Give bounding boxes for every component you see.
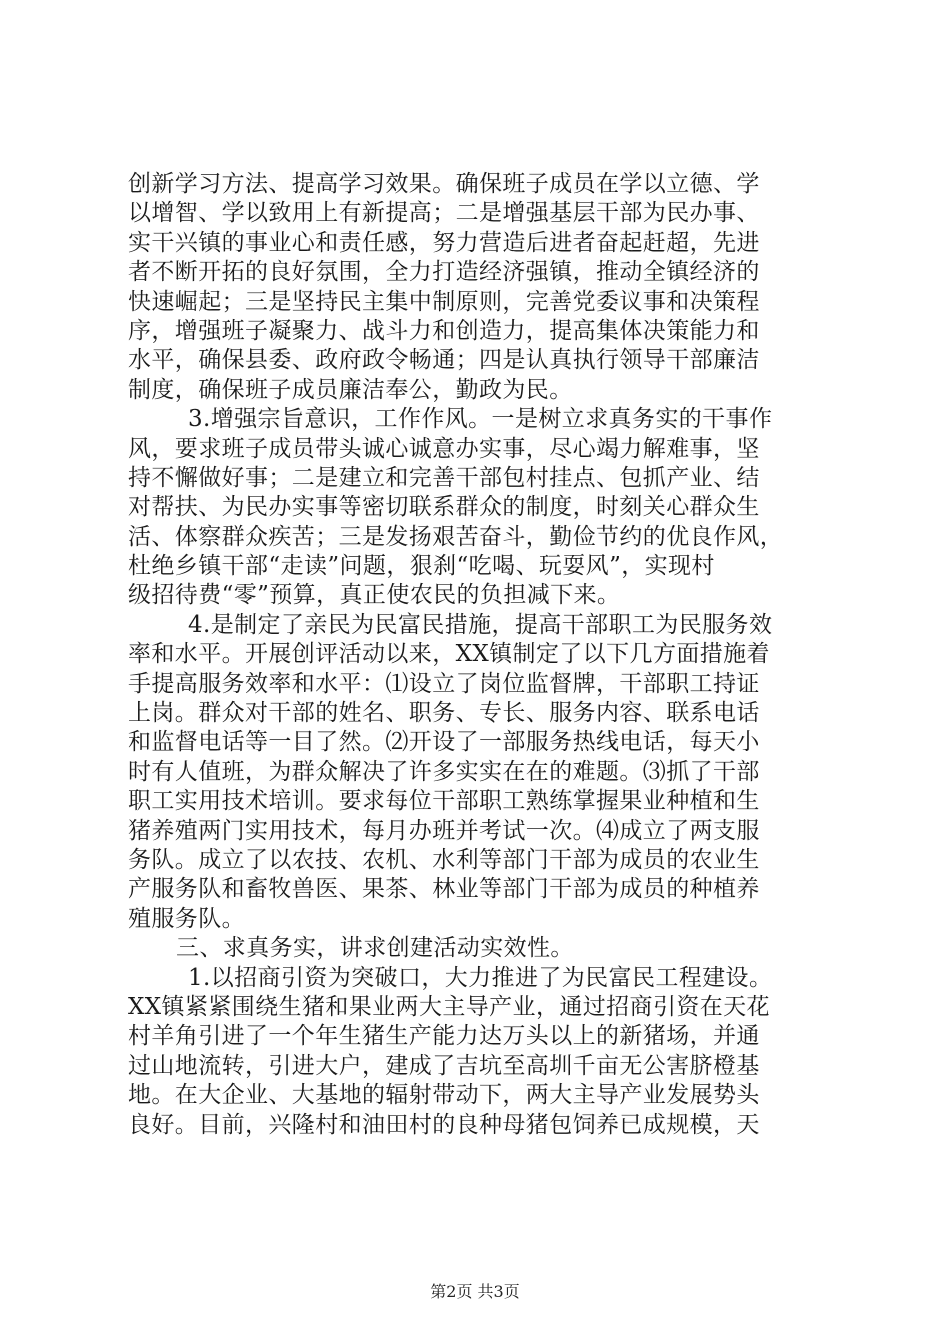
text-line: 职工实用技术培训。要求每位干部职工熟练掌握果业种植和生 <box>128 788 760 815</box>
text-line: 时有人值班，为群众解决了许多实实在在的难题。⑶抓了干部 <box>128 758 760 785</box>
paragraph-heading-1: 1.以招商引资为突破口，大力推进了为民富民工程建设。 <box>188 964 773 991</box>
text-line: 率和水平。开展创评活动以来，XX镇制定了以下几方面措施着 <box>128 641 770 668</box>
text-line: 殖服务队。 <box>128 905 245 932</box>
text-line: 对帮扶、为民办实事等密切联系群众的制度，时刻关心群众生 <box>128 494 760 521</box>
text-line: XX镇紧紧围绕生猪和果业两大主导产业，通过招商引资在天花 <box>128 993 770 1020</box>
text-line: 产服务队和畜牧兽医、果茶、林业等部门干部为成员的种植养 <box>128 876 760 903</box>
text-line: 风，要求班子成员带头诚心诚意办实事，尽心竭力解难事，坚 <box>128 435 760 462</box>
text-line: 良好。目前，兴隆村和油田村的良种母猪包饲养已成规模，天 <box>128 1111 760 1138</box>
text-line: 以增智、学以致用上有新提高；二是增强基层干部为民办事、 <box>128 200 760 227</box>
paragraph-heading-4: 4.是制定了亲民为民富民措施，提高干部职工为民服务效 <box>188 611 773 638</box>
text-line: 者不断开拓的良好氛围，全力打造经济强镇，推动全镇经济的 <box>128 259 760 286</box>
page-number-footer: 第2页 共3页 <box>430 1282 520 1301</box>
text-line: 过山地流转，引进大户，建成了吉坑至高圳千亩无公害脐橙基 <box>128 1052 760 1079</box>
text-line: 持不懈做好事；二是建立和完善干部包村挂点、包抓产业、结 <box>128 464 760 491</box>
text-line: 序，增强班子凝聚力、战斗力和创造力，提高集体决策能力和 <box>128 317 760 344</box>
text-line: 级招待费“零”预算，真正使农民的负担减下来。 <box>128 582 621 609</box>
text-line: 快速崛起；三是坚持民主集中制原则，完善党委议事和决策程 <box>128 288 760 315</box>
document-body <box>128 170 838 1140</box>
section-heading: 三、求真务实，讲求创建活动实效性。 <box>176 935 574 962</box>
text-line: 水平，确保县委、政府政令畅通；四是认真执行领导干部廉洁 <box>128 347 760 374</box>
text-line: 猪养殖两门实用技术，每月办班并考试一次。⑷成立了两支服 <box>128 817 760 844</box>
text-line: 地。在大企业、大基地的辐射带动下，两大主导产业发展势头 <box>128 1082 760 1109</box>
text-line: 务队。成立了以农技、农机、水利等部门干部为成员的农业生 <box>128 846 760 873</box>
text-line: 杜绝乡镇干部“走读”问题，狠刹“吃喝、玩耍风”，实现村 <box>128 553 715 580</box>
text-line: 实干兴镇的事业心和责任感，努力营造后进者奋起赶超，先进 <box>128 229 760 256</box>
text-line: 上岗。群众对干部的姓名、职务、专长、服务内容、联系电话 <box>128 700 760 727</box>
text-line: 和监督电话等一目了然。⑵开设了一部服务热线电话，每天小 <box>128 729 760 756</box>
text-line: 活、体察群众疾苦；三是发扬艰苦奋斗，勤俭节约的优良作风， <box>128 523 784 550</box>
text-line: 村羊角引进了一个年生猪生产能力达万头以上的新猪场，并通 <box>128 1023 760 1050</box>
paragraph-heading-3: 3.增强宗旨意识，工作作风。一是树立求真务实的干事作 <box>188 406 773 433</box>
text-line: 制度，确保班子成员廉洁奉公，勤政为民。 <box>128 376 573 403</box>
text-line: 手提高服务效率和水平：⑴设立了岗位监督牌，干部职工持证 <box>128 670 760 697</box>
text-line: 创新学习方法、提高学习效果。确保班子成员在学以立德、学 <box>128 171 760 197</box>
